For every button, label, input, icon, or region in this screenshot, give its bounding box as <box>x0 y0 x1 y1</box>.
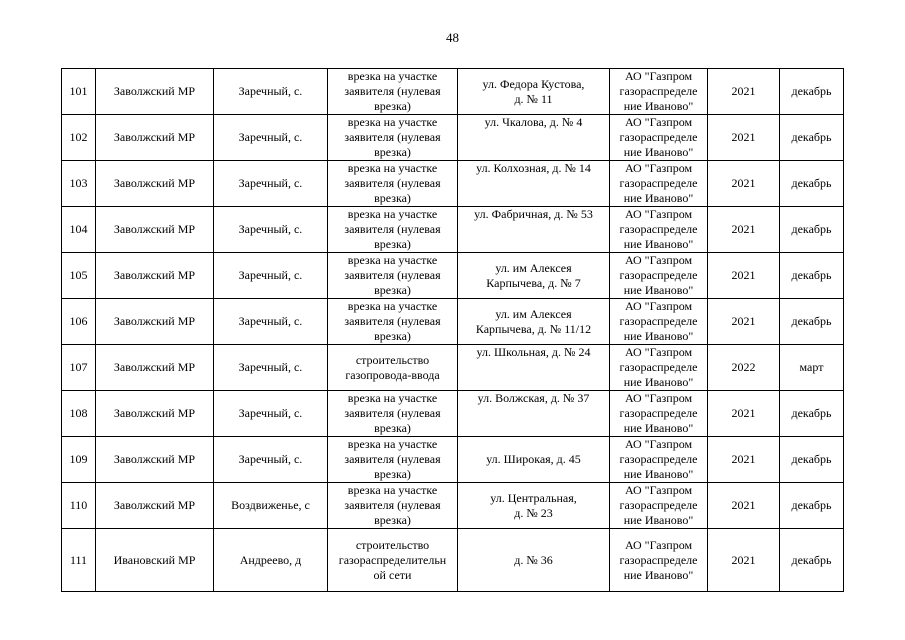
organization-cell-line: АО "Газпром <box>624 253 693 267</box>
organization-cell-line: АО "Газпром <box>624 69 693 83</box>
settlement-cell: Заречный, с. <box>214 161 328 207</box>
address-cell <box>458 299 610 345</box>
settlement-cell: Заречный, с. <box>214 299 328 345</box>
district-cell: Заволжский МР <box>96 483 214 529</box>
work-type-cell <box>328 161 458 207</box>
work-type-cell <box>328 115 458 161</box>
table-row <box>62 483 844 529</box>
organization-cell <box>610 253 708 299</box>
month-cell: декабрь <box>780 207 844 253</box>
organization-cell-line: АО "Газпром <box>624 207 693 221</box>
settlement-cell: Воздвиженье, с <box>214 483 328 529</box>
organization-cell-line: ние Иваново" <box>623 375 694 389</box>
organization-cell-line: газораспределе <box>619 176 698 190</box>
work-type-cell-line: врезка на участке <box>347 161 438 175</box>
address-cell-line: ул. Центральная, <box>490 490 577 505</box>
address-cell-line: ул. им Алексея <box>495 306 572 321</box>
address-cell-line: ул. Школьная, д. № 24 <box>476 345 591 359</box>
organization-cell-line: газораспределе <box>619 268 698 282</box>
organization-cell-line: ние Иваново" <box>623 329 694 343</box>
month-cell: март <box>780 345 844 391</box>
year-cell: 2021 <box>708 437 780 483</box>
address-cell <box>458 207 610 253</box>
month-cell: декабрь <box>780 483 844 529</box>
organization-cell <box>610 161 708 207</box>
work-type-cell-line: врезка на участке <box>347 299 438 313</box>
work-type-cell-line: заявителя (нулевая <box>344 222 441 236</box>
work-type-cell-line: врезка) <box>374 283 411 297</box>
row-number-cell: 109 <box>62 437 96 483</box>
organization-cell-line: газораспределе <box>619 314 698 328</box>
month-cell: декабрь <box>780 69 844 115</box>
organization-cell-line: газораспределе <box>619 452 698 466</box>
organization-cell <box>610 483 708 529</box>
address-cell-line: ул. Чкалова, д. № 4 <box>484 115 583 129</box>
table-body <box>62 69 844 592</box>
table-row <box>62 299 844 345</box>
organization-cell-line: ние Иваново" <box>623 513 694 527</box>
work-type-cell-line: врезка) <box>374 421 411 435</box>
district-cell: Заволжский МР <box>96 299 214 345</box>
work-type-cell-line: врезка) <box>374 237 411 251</box>
organization-cell-line: газораспределе <box>619 360 698 374</box>
page-number: 48 <box>446 30 459 45</box>
organization-cell-line: АО "Газпром <box>624 437 693 451</box>
work-type-cell <box>328 483 458 529</box>
table-row <box>62 115 844 161</box>
organization-cell-line: газораспределе <box>619 84 698 98</box>
work-type-cell-line: ой сети <box>373 567 412 582</box>
address-cell-line: ул. им Алексея <box>495 260 572 275</box>
work-type-cell-line: заявителя (нулевая <box>344 130 441 144</box>
month-cell: декабрь <box>780 299 844 345</box>
organization-cell-line: АО "Газпром <box>624 483 693 497</box>
table-row <box>62 437 844 483</box>
table-row <box>62 253 844 299</box>
work-type-cell-line: строительство <box>355 352 430 367</box>
address-cell <box>458 483 610 529</box>
month-cell: декабрь <box>780 529 844 592</box>
work-type-cell <box>328 529 458 592</box>
district-cell: Заволжский МР <box>96 437 214 483</box>
organization-cell-line: ние Иваново" <box>623 99 694 113</box>
district-cell: Заволжский МР <box>96 207 214 253</box>
address-cell-line: ул. Широкая, д. 45 <box>486 452 581 466</box>
organization-cell <box>610 345 708 391</box>
row-number-cell: 106 <box>62 299 96 345</box>
organization-cell-line: газораспределе <box>619 222 698 236</box>
work-type-cell <box>328 345 458 391</box>
organization-cell <box>610 207 708 253</box>
address-cell <box>458 161 610 207</box>
organization-cell-line: АО "Газпром <box>624 115 693 129</box>
work-type-cell-line: врезка) <box>374 99 411 113</box>
organization-cell-line: ние Иваново" <box>623 191 694 205</box>
organization-cell-line: ние Иваново" <box>623 283 694 297</box>
year-cell: 2021 <box>708 529 780 592</box>
work-type-cell-line: врезка на участке <box>347 437 438 451</box>
district-cell: Ивановский МР <box>96 529 214 592</box>
organization-cell <box>610 69 708 115</box>
organization-cell-line: газораспределе <box>619 406 698 420</box>
row-number-cell: 110 <box>62 483 96 529</box>
organization-cell-line: ние Иваново" <box>623 237 694 251</box>
work-type-cell-line: заявителя (нулевая <box>344 452 441 466</box>
work-type-cell <box>328 437 458 483</box>
month-cell: декабрь <box>780 161 844 207</box>
work-type-cell-line: врезка) <box>374 329 411 343</box>
table-row <box>62 207 844 253</box>
address-cell-line: Карпычева, д. № 11/12 <box>475 321 592 336</box>
work-type-cell-line: врезка) <box>374 513 411 527</box>
work-type-cell-line: врезка) <box>374 145 411 159</box>
address-cell-line: д. № 11 <box>514 91 553 106</box>
organization-cell <box>610 437 708 483</box>
work-type-cell-line: заявителя (нулевая <box>344 498 441 512</box>
row-number-cell: 111 <box>62 529 96 592</box>
row-number-cell: 101 <box>62 69 96 115</box>
year-cell: 2021 <box>708 391 780 437</box>
organization-cell-line: ние Иваново" <box>623 467 694 481</box>
address-cell <box>458 391 610 437</box>
address-cell <box>458 437 610 483</box>
organization-cell-line: АО "Газпром <box>624 161 693 175</box>
table-row <box>62 161 844 207</box>
district-cell: Заволжский МР <box>96 345 214 391</box>
work-type-cell-line: заявителя (нулевая <box>344 84 441 98</box>
address-cell-line: ул. Волжская, д. № 37 <box>477 391 590 405</box>
year-cell: 2021 <box>708 483 780 529</box>
work-type-cell-line: врезка на участке <box>347 207 438 221</box>
month-cell: декабрь <box>780 253 844 299</box>
organization-cell-line: ние Иваново" <box>623 145 694 159</box>
table-row <box>62 391 844 437</box>
row-number-cell: 102 <box>62 115 96 161</box>
organization-cell-line: ние Иваново" <box>623 567 694 582</box>
work-type-cell-line: врезка) <box>374 191 411 205</box>
organization-cell-line: газораспределе <box>619 498 698 512</box>
address-cell-line: д. № 36 <box>514 552 553 567</box>
row-number-cell: 108 <box>62 391 96 437</box>
address-cell-line: ул. Фабричная, д. № 53 <box>474 207 593 221</box>
year-cell: 2021 <box>708 207 780 253</box>
organization-cell <box>610 529 708 592</box>
organization-cell <box>610 115 708 161</box>
district-cell: Заволжский МР <box>96 253 214 299</box>
month-cell: декабрь <box>780 115 844 161</box>
work-type-cell-line: заявителя (нулевая <box>344 406 441 420</box>
address-cell <box>458 115 610 161</box>
year-cell: 2021 <box>708 299 780 345</box>
address-cell <box>458 253 610 299</box>
year-cell: 2021 <box>708 69 780 115</box>
address-cell <box>458 529 610 592</box>
month-cell: декабрь <box>780 437 844 483</box>
organization-cell-line: АО "Газпром <box>624 299 693 313</box>
address-cell-line: ул. Колхозная, д. № 14 <box>476 161 591 175</box>
settlement-cell: Заречный, с. <box>214 437 328 483</box>
organization-cell-line: АО "Газпром <box>624 391 693 405</box>
settlement-cell: Заречный, с. <box>214 115 328 161</box>
work-type-cell-line: строительство <box>355 537 430 552</box>
settlement-cell: Заречный, с. <box>214 69 328 115</box>
row-number-cell: 107 <box>62 345 96 391</box>
month-cell: декабрь <box>780 391 844 437</box>
work-type-cell-line: заявителя (нулевая <box>344 268 441 282</box>
year-cell: 2021 <box>708 161 780 207</box>
row-number-cell: 103 <box>62 161 96 207</box>
settlement-cell: Заречный, с. <box>214 345 328 391</box>
address-cell <box>458 345 610 391</box>
organization-cell-line: АО "Газпром <box>624 345 693 359</box>
district-cell: Заволжский МР <box>96 115 214 161</box>
year-cell: 2021 <box>708 115 780 161</box>
work-type-cell-line: врезка на участке <box>347 483 438 497</box>
table-row <box>62 529 844 592</box>
year-cell: 2021 <box>708 253 780 299</box>
work-type-cell <box>328 69 458 115</box>
row-number-cell: 105 <box>62 253 96 299</box>
work-type-cell-line: врезка на участке <box>347 115 438 129</box>
work-type-cell-line: врезка) <box>374 467 411 481</box>
work-type-cell <box>328 391 458 437</box>
district-cell: Заволжский МР <box>96 391 214 437</box>
settlement-cell: Заречный, с. <box>214 253 328 299</box>
work-type-cell-line: заявителя (нулевая <box>344 176 441 190</box>
organization-cell-line: газораспределе <box>619 130 698 144</box>
table-row <box>62 69 844 115</box>
year-cell: 2022 <box>708 345 780 391</box>
table-row <box>62 345 844 391</box>
work-type-cell-line: врезка на участке <box>347 69 438 83</box>
work-type-cell-line: врезка на участке <box>347 253 438 267</box>
organization-cell-line: газораспределе <box>619 552 698 567</box>
organization-cell <box>610 299 708 345</box>
work-type-cell <box>328 207 458 253</box>
address-cell-line: Карпычева, д. № 7 <box>486 275 581 290</box>
settlement-cell: Андреево, д <box>214 529 328 592</box>
row-number-cell: 104 <box>62 207 96 253</box>
organization-cell-line: АО "Газпром <box>624 537 693 552</box>
address-cell <box>458 69 610 115</box>
organization-cell <box>610 391 708 437</box>
district-cell: Заволжский МР <box>96 69 214 115</box>
settlement-cell: Заречный, с. <box>214 391 328 437</box>
address-cell-line: ул. Федора Кустова, <box>482 76 585 91</box>
gas-works-table <box>61 68 844 592</box>
district-cell: Заволжский МР <box>96 161 214 207</box>
work-type-cell-line: заявителя (нулевая <box>344 314 441 328</box>
work-type-cell-line: газораспределительн <box>338 552 447 567</box>
work-type-cell-line: газопровода-ввода <box>345 367 440 382</box>
work-type-cell <box>328 299 458 345</box>
work-type-cell <box>328 253 458 299</box>
organization-cell-line: ние Иваново" <box>623 421 694 435</box>
work-type-cell-line: врезка на участке <box>347 391 438 405</box>
address-cell-line: д. № 23 <box>514 505 553 520</box>
settlement-cell: Заречный, с. <box>214 207 328 253</box>
